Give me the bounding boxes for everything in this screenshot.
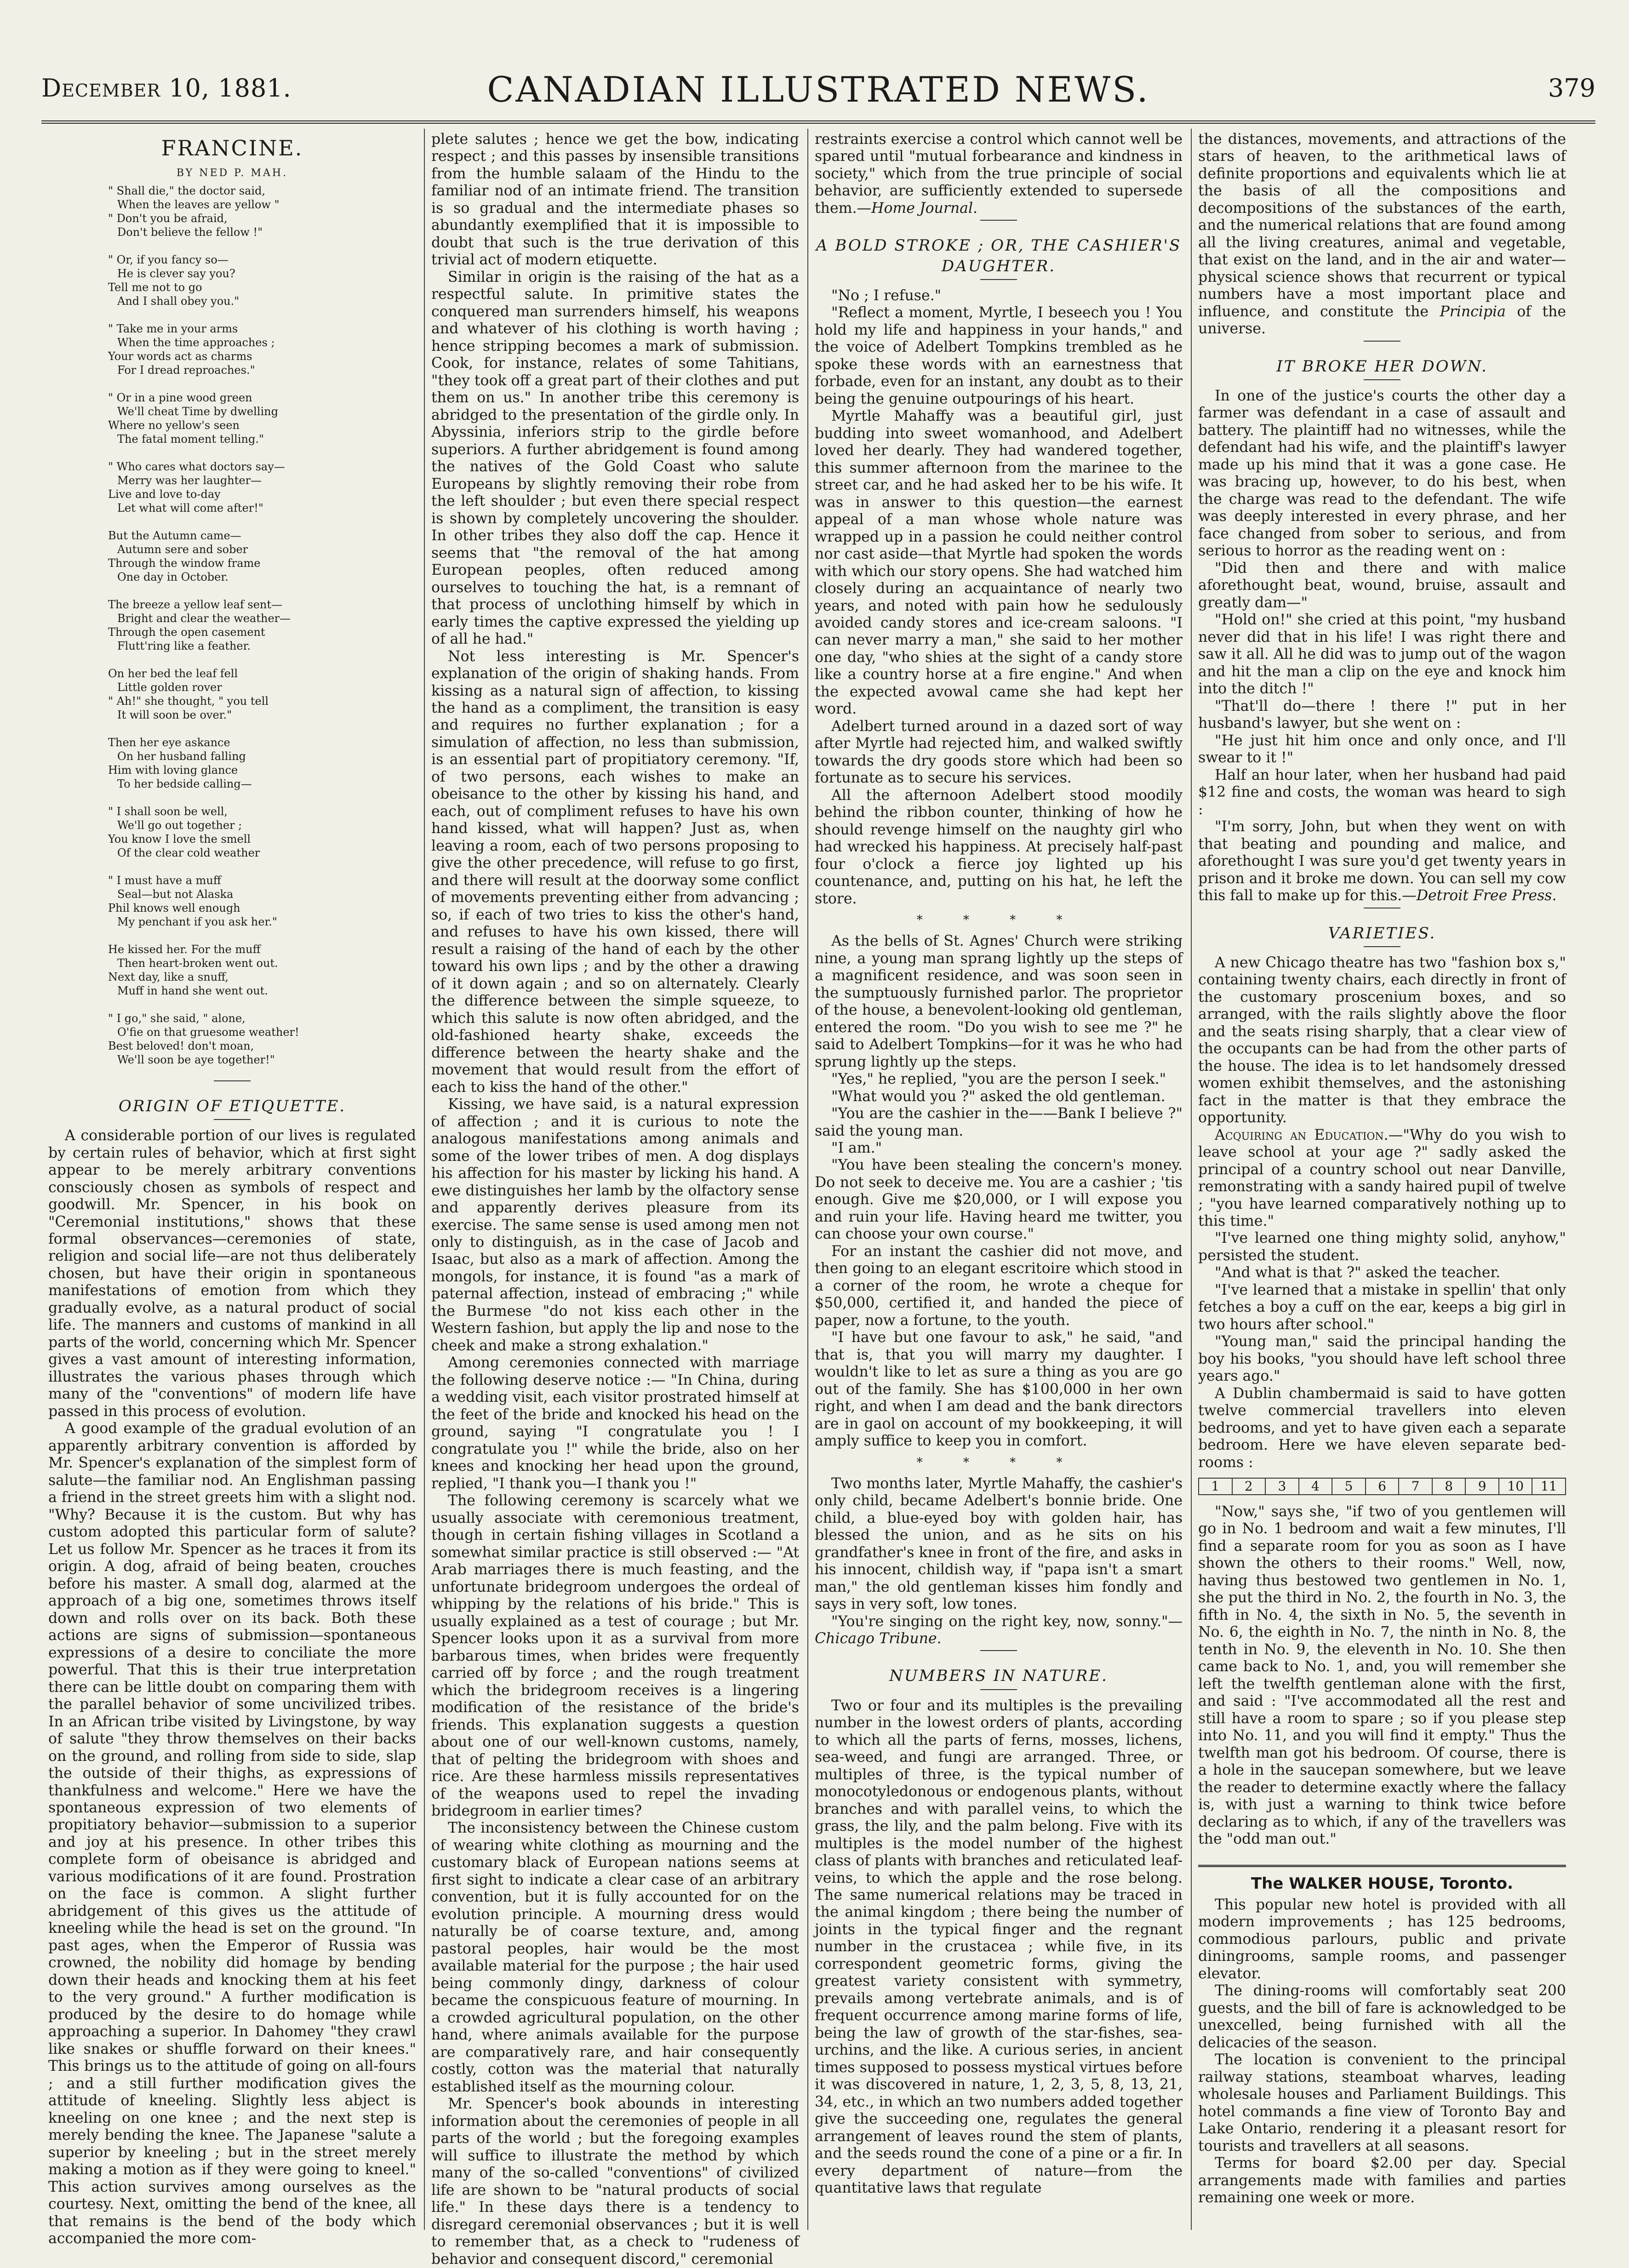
room-cell: 3 <box>1265 1479 1298 1494</box>
paragraph: "I am." <box>831 1139 882 1156</box>
page-number: 379 <box>1548 74 1595 103</box>
poem-line: Then heart-broken went out. <box>117 956 278 970</box>
paragraph: Two months later, Myrtle Mahaffy, the cashier's only child, became Adelbert's bonnie bride. One child, a blue-eyed boy with golden hair, has blessed the union, and as he sits on his grandfather's knee in front of the fire, and asks in his innocent, childish way, if "papa isn't a smart man," the old gentleman kisses him fondly and says in very soft, low tones. <box>815 1475 1183 1613</box>
paragraph: "What would you ?" asked the old gentleman. <box>831 1088 1166 1105</box>
poem-line: Don't believe the fellow !" <box>117 225 263 239</box>
paragraph: This popular new hotel is provided with all modern improvements ; has 125 bedrooms, commodious parlours, public and private diningrooms, sample rooms, and passenger elevator. <box>1198 1896 1566 1982</box>
article-title-numbers: NUMBERS IN NATURE. <box>889 1667 1108 1685</box>
poem-stanza <box>108 805 416 860</box>
poem-stanza <box>108 529 416 584</box>
room-cell: 2 <box>1232 1479 1265 1494</box>
section-rule <box>214 1119 251 1120</box>
poem-line: Him with loving glance <box>108 763 238 777</box>
column-3 <box>815 131 1183 2228</box>
column-divider <box>424 129 425 2230</box>
section-rule <box>980 1650 1017 1651</box>
poem-line: " Or in a pine wood green <box>108 391 252 404</box>
poem-stanza <box>108 391 416 446</box>
paragraph: Adelbert turned around in a dazed sort of way after Myrtle had rejected him, and walked swiftly towards the dry goods store which had been so fortunate as to secure his services. <box>815 718 1183 787</box>
poem-line: The breeze a yellow leaf sent— <box>108 598 283 611</box>
poem-line: Bright and clear the weather— <box>117 611 291 625</box>
poem-line: The fatal moment telling." <box>117 432 264 446</box>
poem-line: Little golden rover <box>117 680 222 694</box>
paragraph: The location is convenient to the principal railway stations, steamboat wharves, leading wholesale houses and Parliament Buildings. This hotel commands a fine view of Toronto Bay and Lake Ontario, rendering it a pleasant resort for tourists and travellers at all seasons. <box>1198 2051 1566 2154</box>
poem-stanza <box>108 253 416 308</box>
poem-line: Next day, like a snuff, <box>108 970 229 983</box>
section-rule <box>980 279 1017 280</box>
section-rule <box>980 220 1017 221</box>
poem-line: For I dread reproaches." <box>117 363 255 377</box>
article-title-varieties: VARIETIES. <box>1328 924 1436 943</box>
poem-line: " I shall soon be well, <box>108 805 228 818</box>
room-cell: 5 <box>1332 1479 1365 1494</box>
carry-over-text: the distances, movements, and attractions of the stars of heaven, to the arithmetical laws of definite proportions and equivalents which lie at the basis of all the compositions and decompositions of the substances of the earth, and the numerical relations that are found among all the living creatures, animal and vegetable, that exist on the land, and in the air and water—physical science shows that recurrent or typical numbers have a most important place and influence, and constitute the <box>1198 131 1566 320</box>
poem-line: Flutt'ring like a feather. <box>117 639 251 652</box>
walker-house-advertisement <box>1198 1865 1566 2207</box>
poem-line: But the Autumn came— <box>108 529 241 542</box>
paragraph: Mr. Spencer's book abounds in interesting information about the ceremonies of people in all parts of the world ; but the foregoing examples will suffice to illustrate the method by which many of the so-called "conventions" of civilized life are shown to be "natural products of social life." In these days there is a tendency to disregard ceremonial observances ; but it is well to remember that, as a check to "rudeness of behavior and consequent discord," ceremonial <box>431 2096 799 2268</box>
room-cell: 8 <box>1432 1479 1465 1494</box>
room-cell: 4 <box>1298 1479 1332 1494</box>
poem-line: Then her eye askance <box>108 736 230 749</box>
article-title-broke-her-down: IT BROKE HER DOWN. <box>1276 357 1488 376</box>
poem-line: " Who cares what doctors say— <box>108 460 285 473</box>
poem-line: When the time approaches ; <box>117 336 275 349</box>
section-rule <box>214 1080 251 1081</box>
paragraph: Similar in origin is the raising of the hat as a respectful salute. In primitive states the conquered man surrenders himself, his weapons and whatever of his clothing is worth having ; hence stripping becomes a mark of submission. Cook, for instance, relates of some Tahitians, "they took off a great part of their clothes and put them on us." In another tribe this ceremony is abridged to the presentation of the girdle only. In Abyssinia, inferiors strip to the girdle before superiors. A further abridgement is found among the natives of the Gold Coast who salute Europeans by slightly removing their robe from the left shoulder ; but even there special respect is shown by completely uncovering the shoulder. In other tribes they also doff the cap. Hence it seems that "the removal of the hat among European peoples, often reduced among ourselves to touching the hat, is a remnant of that process of unclothing himself by which in early times the captive expressed the yielding up of all he had." <box>431 269 799 648</box>
paragraph: Terms for board $2.00 per day. Special arrangements made with families and parties remaining one week or more. <box>1198 2155 1566 2206</box>
poem-line: " Shall die," the doctor said, <box>108 184 266 197</box>
poem-stanza <box>108 322 416 377</box>
paragraph: Two or four and its multiples is the prevailing number in the lowest orders of plants, according to which all the parts of ferns, mosses, lichens, sea-weed, and fungi are arranged. Three, or multiples of three, is the typical number of monocotyledonous or endogenous plants, without branches and with parallel veins, to which the grass, the lily, and the palm belong. Five with its multiples is the model number of the highest class of plants with branches and reticulated leaf-veins, to which the apple and the rose belong. The same numerical relations may be traced in the animal kingdom ; there being the number of joints in the typical finger and the regnant number in the crustacea ; while five, in its correspondent geometric forms, giving the greatest variety consistent with symmetry, prevails among vertebrate animals, and is of frequent occurrence among marine forms of life, being the law of growth of the star-fishes, sea-urchins, and the like. A curious series, in ancient times supposed to possess mystical virtues before it was discovered in nature, 1, 2, 3, 5, 8, 13, 21, 34, etc., in which an two numbers added together give the succeeding one, regulates the general arrangement of leaves round the stem of plants, and the seeds round the cone of a pine or a fir. In every department of nature—from the quantitative laws that regulate <box>815 1697 1183 2197</box>
poem-line: Muff in hand she went out. <box>117 984 268 997</box>
poem-line: On her bed the leaf fell <box>108 667 238 680</box>
paragraph: "Young man," said the principal handing the boy his books, "you should have left school three years ago." <box>1198 1333 1566 1385</box>
paragraph: As the bells of St. Agnes' Church were striking nine, a young man sprang lightly up the steps of a magnificent residence, and was soon seen in the sumptuously furnished parlor. The proprietor of the house, a benevolent-looking old gentleman, entered the room. "Do you wish to see me ?" he said to Adelbert Tompkins—for it was he who had sprung lightly up the steps. <box>815 933 1183 1070</box>
bedroom-diagram <box>1198 1478 1566 1495</box>
paragraph: Myrtle Mahaffy was a beautiful girl, just budding into sweet womanhood, and Adelbert loved her dearly. They had wandered together, this summer afternoon from the marinee to the street car, and he had asked her to be his wife. It was in answer to this question—the earnest appeal of a man whose whole nature was wrapped up in a passion he could neither control nor cast aside—that Myrtle had spoken the words with which our story opens. She had watched him closely during an acquaintance of nearly two years, and noted with pain how he sedulously avoided candy stores and ice-cream saloons. "I can never marry a man," she said to her mother one day, "who shies at the sight of a candy store like a country horse at a fire engine." And when the expected avowal came she had kept her word. <box>815 408 1183 718</box>
paragraph <box>1198 131 1566 338</box>
poem-line: " Don't you be afraid, <box>108 211 228 225</box>
paragraph <box>1198 1127 1566 1230</box>
poem-line: Seal—but not Alaska <box>117 887 234 901</box>
poem-body <box>48 184 416 1067</box>
article-title-bold-stroke: A BOLD STROKE ; OR, THE CASHIER'S DAUGHTER. <box>816 236 1182 275</box>
poem-line: Through the open casement <box>108 625 265 639</box>
source-credit: Home Journal. <box>871 200 978 217</box>
paragraph: A considerable portion of our lives is regulated by certain rules of behavior, which at first sight appear to be merely arbitrary conventions consciously chosen as symbols of respect and goodwill. Mr. Spencer, in his book on "Ceremonial institutions," shows that these formal observances—ceremonies of state, religion and social life—are not thus deliberately chosen, but have their origin in spontaneous manifestations of emotion from which they gradually evolve, as a natural product of social life. The manners and customs of mankind in all parts of the world, concerning which Mr. Spencer gives a vast amount of interesting information, illustrates the various phases through which many of the "conventions" of modern life have passed in this process of evolution. <box>48 1127 416 1420</box>
paragraph: In one of the justice's courts the other day a farmer was defendant in a case of assault and battery. The plaintiff had no witnesses, while the defendant had his wife, and the plaintiff's lawyer made up his mind that it was a gone case. He was bracing up, however, to do his best, when the charge was read to the defendant. The wife was deeply interested in every phrase, and her face changed from sober to serious, and from serious to horror as the reading went on : <box>1198 388 1566 560</box>
paragraph: Kissing, we have said, is a natural expression of affection ; and it is curious to note the analogous manifestations among animals and some of the lower tribes of men. A dog displays his affection for his master by licking his hand. A ewe distinguishes her lamb by the olfactory sense and apparently derives pleasure from its exercise. The same sense is used among men not only to distinguish, as in the case of Jacob and Isaac, but also as a mark of affection. Among the mongols, for instance, it is found "as a mark of paternal affection, instead of embracing ;" while the Burmese "do not kiss each other in the Western fashion, but apply the lip and nose to the cheek and make a strong exhalation." <box>431 1096 799 1354</box>
section-break-stars: * * * * <box>916 913 1081 927</box>
section-rule <box>1364 379 1400 380</box>
column-1 <box>48 131 416 2247</box>
italic-term: Principia <box>1440 303 1506 320</box>
poem-stanza <box>108 667 416 722</box>
poem-line: O'fie on that gruesome weather! <box>117 1025 299 1039</box>
poem-line: Through the window frame <box>108 556 261 570</box>
paragraph: "Did then and there and with malice aforethought beat, wound, bruise, assault and greatly dam—" <box>1198 560 1566 611</box>
paragraph: "I've learned one thing mighty solid, anyhow," persisted the student. <box>1198 1230 1566 1264</box>
section-rule <box>1364 946 1400 947</box>
poem-line: We'll go out together ; <box>117 818 242 832</box>
article-body-varieties <box>1198 954 1566 1848</box>
paragraph <box>1198 818 1566 904</box>
poem-stanza <box>108 874 416 929</box>
paragraph: "I have but one favour to ask," he said, "and that is, that you will marry my daughter. I wouldn't like to let as sure a thing as you are go out of the family. She has $100,000 in her own right, and when I am dead and the bank directors are in gaol on account of my bookkeeping, it will amply suffice to keep you in comfort. <box>815 1329 1183 1450</box>
paragraph: The dining-rooms will comfortably seat 200 guests, and the bill of fare is acknowledged to be unexcelled, being furnished with all the delicacies of the season. <box>1198 1982 1566 2051</box>
issue-date: December 10, 1881. <box>41 74 292 103</box>
paragraph: "Reflect a moment, Myrtle, I beseech you ! You hold my life and happiness in your hands," and the voice of Adelbert Tompkins trembled as he spoke these words with an earnestness that forbade, even for an instant, any doubt as to their being the genuine outpourings of his heart. <box>815 304 1183 407</box>
paragraph: A new Chicago theatre has two "fashion box s," containing twenty chairs, each directly in front of the customary proscenium boxes, and so arranged, with the rails slightly above the floor and the seats rising sharply, that a clear view of the occupants can be had from the other parts of the house. The idea is to let handsomely dressed women exhibit themselves, and the astonishing fact in the matter is that they embrace the opportunity. <box>1198 954 1566 1126</box>
poem-line: Tell me not to go <box>108 280 202 294</box>
paragraph: Among ceremonies connected with marriage the following deserve notice :— "In China, during a wedding visit, each visitor prostrated himself at the feet of the bride and knocked his head on the ground, saying "I congratulate you ! I congratulate you !" while the bride, also on her knees and knocking her head upon the ground, replied, "I thank you—I thank you !" <box>431 1354 799 1492</box>
poem-line: We'll soon be aye together!" <box>117 1053 275 1066</box>
source-credit: Chicago Tribune. <box>815 1630 942 1647</box>
paragraph-text: —"Why do you wish to leave school at your age ?" sadly asked the principal of a country school out near Danville, remonstrating with a sandy haired pupil of twelve ; "you have learned comparatively nothing up to this time." <box>1198 1126 1566 1229</box>
poem-line: Autumn sere and sober <box>117 543 248 556</box>
paragraph <box>815 1613 1183 1648</box>
poem-line: " Or, if you fancy so— <box>108 253 229 266</box>
column-4 <box>1198 131 1566 2228</box>
paragraph: A good example of the gradual evolution of an apparently arbitrary convention is afforded by Mr. Spencer's explanation of the simplest form of salute—the familiar nod. An Englishman passing a friend in the street greets him with a slight nod. "Why? Because it is the custom. But why has custom adopted this particular form of salute? Let us follow Mr. Spencer as he traces it from its origin. A dog, afraid of being beaten, crouches before his master. A small dog, alarmed at the approach of a big one, sometimes throws itself down and rolls over on its back. Both these actions are signs of submission—spontaneous expressions of a desire to conciliate the more powerful. That this is their true interpretation there can be little doubt on comparing them with the parallel behavior of some uncivilized tribes. In an African tribe visited by Livingstone, by way of salute "they throw themselves on their backs on the ground, and rolling from side to side, slap the outside of their thighs, as expressions of thankfulness and welcome." Here we have the spontaneous expression of two elements of propitiatory behavior—submission to a superior and joy at his presence. In other tribes this complete form of obeisance is abridged and various modifications of it are found. Prostration on the face is common. A slight further abridgement of this gives us the attitude of kneeling while the head is set on the ground. "In past ages, when the Emperor of Russia was crowned, the nobility did homage by bending down their heads and knocking them at his feet to the very ground." A further modification is produced by the desire to do homage while approaching a superior. In Dahomey "they crawl like snakes or shuffle forward on their knees." This brings us to the attitude of going on all-fours ; and a still further modification gives the attitude of kneeling. Slightly less abject is kneeling on one knee ; and the next step is merely bending the knee. The Japanese "salute a superior by kneeling ; but in the street merely making a motion as if they were going to kneel." This action survives among ourselves as the courtesy. Next, omitting the bend of the knee, all that remains is the bend of the body which accompanied the more com- <box>48 1420 416 2247</box>
poem-stanza <box>108 184 416 239</box>
room-cell: 11 <box>1532 1479 1565 1494</box>
paragraph: "You have been stealing the concern's money. Do not seek to deceive me. You are a cashier ; 'tis enough. Give me $20,000, or I will expose you and ruin your life. Having heard me twitter, you can choose your own course." <box>815 1157 1183 1243</box>
section-rule <box>1364 341 1400 342</box>
paragraph: "No ; I refuse." <box>831 287 942 304</box>
column-divider <box>807 129 808 2230</box>
poem-stanza <box>108 460 416 515</box>
paragraph: "You are the cashier in the——Bank I believe ?" said the young man. <box>815 1105 1183 1139</box>
poem-stanza <box>108 943 416 998</box>
poem-line: Live and love to-day <box>108 487 221 501</box>
poem-line: " Take me in your arms <box>108 322 238 335</box>
masthead-title: CANADIAN ILLUSTRATED NEWS. <box>487 69 1150 110</box>
poem-stanza <box>108 1011 416 1067</box>
room-cell: 6 <box>1365 1479 1399 1494</box>
article-body-broke-her-down <box>1198 388 1566 905</box>
carry-over-text: restraints exercise a control which cannot well be spared until "mutual forbearance and kindness in society," which from the true principle of social behavior, are sufficiently extended to supersede them.— <box>815 131 1183 217</box>
poem-line: When the leaves are yellow " <box>117 198 280 211</box>
poem-title: FRANCINE. <box>161 136 303 160</box>
paragraph: "He just hit him once and only once, and I'll swear to it !" <box>1198 732 1566 766</box>
room-cell: 10 <box>1498 1479 1532 1494</box>
article-title-etiquette: ORIGIN OF ETIQUETTE. <box>118 1097 346 1115</box>
paragraph: All the afternoon Adelbert stood moodily behind the ribbon counter, thinking of how he should revenge himself on the naughty girl who had wrecked his happiness. At precisely half-past four o'clock a fierce joy lighted up his countenance, and, putting on his hat, he left the store. <box>815 787 1183 907</box>
section-break-stars: * * * * <box>916 1455 1081 1469</box>
poem-line: Of the clear cold weather <box>117 846 260 859</box>
poem-line: He kissed her. For the muff <box>108 943 261 956</box>
paragraph-text: "I'm sorry, John, but when they went on with that beating and pounding and malice, and aforethought I was sure you'd get twenty years in prison and it broke me down. You can sell my cow this fall to make up for this.— <box>1198 818 1566 904</box>
room-cell: 7 <box>1398 1479 1432 1494</box>
poem-stanza <box>108 736 416 791</box>
poem-line: Best beloved! don't moan, <box>108 1039 254 1052</box>
section-rule <box>980 1689 1017 1690</box>
poem-line: To her bedside calling— <box>117 777 252 790</box>
page-header <box>41 69 1595 120</box>
paragraph: "And what is that ?" asked the teacher. <box>1215 1264 1501 1281</box>
header-rule <box>41 120 1595 124</box>
paragraph <box>815 131 1183 217</box>
poem-line: You know I love the smell <box>108 832 251 846</box>
column-2 <box>431 131 799 2268</box>
item-lead: Acquiring an Education. <box>1215 1126 1389 1143</box>
poem-line: Phil knows well enough <box>108 901 240 914</box>
poem-line: He is clever say you? <box>117 267 235 280</box>
poem-line: On her husband falling <box>117 749 246 763</box>
room-cell: 9 <box>1465 1479 1498 1494</box>
paragraph: The inconsistency between the Chinese custom of wearing white clothing as mourning and the customary black of European nations seems at first sight to indicate a clear case of an arbitrary convention, but it is fully accounted for on the evolution principle. A mourning dress would naturally be of coarse texture, and, among pastoral peoples, hair would be the most available material for the purpose ; the hair used being commonly dingy, darkness of colour became the conspicuous feature of mourning. In a crowded agricultural population, on the other hand, where animals available for the purpose are comparatively rare, and hair consequently costly, cotton was the material that naturally established itself as the mourning colour. <box>431 1820 799 2095</box>
poem-line: My penchant if you ask her." <box>117 915 277 928</box>
paragraph: Half an hour later, when her husband had paid $12 fine and costs, the woman was heard to sigh : <box>1198 766 1566 818</box>
advertisement-title: The WALKER HOUSE, Toronto. <box>1251 1874 1514 1893</box>
paragraph: For an instant the cashier did not move, and then going to an elegant escritoire which stood in a corner of the room, he wrote a cheque for $50,000, certified it, and handed the piece of paper, now a fortune, to the youth. <box>815 1243 1183 1329</box>
poem-line: " Ah!" she thought, " you tell <box>108 694 269 708</box>
poem-line: Where no yellow's seen <box>108 418 240 432</box>
paragraph-text: "You're singing on the right key, now, sonny."— <box>831 1613 1183 1630</box>
paragraph: "That'll do—there ! there !" put in her husband's lawyer, but she went on : <box>1198 697 1566 732</box>
paragraph: "Now," says she, "if two of you gentlemen will go in No. 1 bedroom and wait a few minutes, I'll find a separate room for you as soon as I have shown the others to their rooms." Well, now, having thus bestowed two gentlemen in No. 1, she put the third in No. 2, the fourth in No. 3, the fifth in No. 4, the sixth in No. 5, the seventh in No. 6, the eighth in No. 7, the ninth in No. 8, the tenth in No. 9, the eleventh in No. 10. She then came back to No. 1, and, you will remember she left the twelfth gentleman alone with the first, and said : "I've accommodated all the rest and still have a room to spare ; so if you please step into No. 11, and you will find it empty." Thus the twelfth man got his bedroom. Of course, there is a hole in the saucepan somewhere, but we leave the reader to determine exactly where the fallacy is, with just a warning to think twice before declaring as to which, if any of the travellers was the "odd man out." <box>1198 1503 1566 1848</box>
poem-line: " I go," she said, " alone, <box>108 1011 246 1025</box>
article-body-bold-stroke <box>815 287 1183 1648</box>
room-cell: 1 <box>1211 1479 1220 1494</box>
paragraph: "I've learned that a mistake in spellin' that only fetches a boy a cuff on the ear, keeps a big girl in two hours after school." <box>1198 1281 1566 1333</box>
paragraph: "Hold on!" she cried at this point, "my husband never did that in his life! I was right there and saw it all. All he did was to jump out of the wagon and hit the man a clip on the eye and knock him into the ditch !" <box>1198 611 1566 697</box>
paragraph: plete salutes ; hence we get the bow, indicating respect ; and this passes by insensible transitions from the humble salaam of the Hindu to the familiar nod of an intimate friend. The transition is so gradual and the intermediate phases so abundantly exemplified that it is impossible to doubt that such is the true derivation of this trivial act of modern etiquette. <box>431 131 799 269</box>
paragraph: "Yes," he replied, "you are the person I seek." <box>831 1071 1166 1088</box>
article-body-etiquette <box>48 1127 416 2247</box>
paragraph: A Dublin chambermaid is said to have gotten twelve commercial travellers into eleven bedrooms, and yet to have given each a separate bedroom. Here we have eleven separate bed-rooms : <box>1198 1385 1566 1471</box>
carry-over-end: of the universe. <box>1198 303 1566 337</box>
paragraph: Not less interesting is Mr. Spencer's explanation of the origin of shaking hands. From kissing as a natural sign of affection, to kissing the hand as a compliment, the transition is easy and requires no further explanation ; for a simulation of affection, no less than submission, is an essential part of propitiatory ceremony. "If, of two persons, each wishes to make an obeisance to the other by kissing his hand, and each, out of compliment refuses to have his own hand kissed, what will happen? Just as, when leaving a room, each of two persons proposing to give the other precedence, will refuse to go first, and there will result at the doorway some conflict of movements preventing either from advancing ; so, if each of two tries to kiss the other's hand, and refuses to have his own kissed, there will result a raising of the hand of each by the other toward his own lips ; and by the other a drawing of it down again ; and so on alternately. Clearly the difference between the simple squeeze, to which this salute is now often abridged, and the old-fashioned hearty shake, exceeds the difference between the hearty shake and the movement that would result from the effort of each to kiss the hand of the other." <box>431 648 799 1096</box>
poem-stanza <box>108 598 416 653</box>
poem-line: Merry was her laughter— <box>117 474 262 487</box>
poem-line: One day in October. <box>117 570 229 583</box>
poem-line: It will soon be over." <box>117 708 232 721</box>
source-credit: Detroit Free Press. <box>1416 887 1557 904</box>
poem-line: And I shall obey you." <box>117 294 240 308</box>
poem-line: Your words act as charms <box>108 349 252 363</box>
poem-line: " I must have a muff <box>108 874 221 887</box>
paragraph: The following ceremony is scarcely what we usually associate with ceremonious treatment, though in certain fishing villages in Scotland a somewhat similar practice is still observed :— "At Arab marriages there is much feasting, and the unfortunate bridegroom undergoes the ordeal of whipping by the relations of his bride." This is usually explained as a test of courage ; but Mr. Spencer looks upon it as a survival from more barbarous times, when brides were frequently carried off by force ; and the rough treatment which the bridegroom receives is a lingering modification of the resistance of the bride's friends. This explanation suggests a question about one of our well-known customs, namely, that of pelting the bridegroom with shoes and rice. Are these harmless missils representatives of the weapons used to repel the invading bridegroom in earlier times? <box>431 1492 799 1819</box>
poem-line: We'll cheat Time by dwelling <box>117 405 278 418</box>
column-divider <box>1191 129 1192 2230</box>
poem-line: Let what will come after!" <box>117 501 263 514</box>
poem-byline: BY NED P. MAH. <box>176 167 288 179</box>
